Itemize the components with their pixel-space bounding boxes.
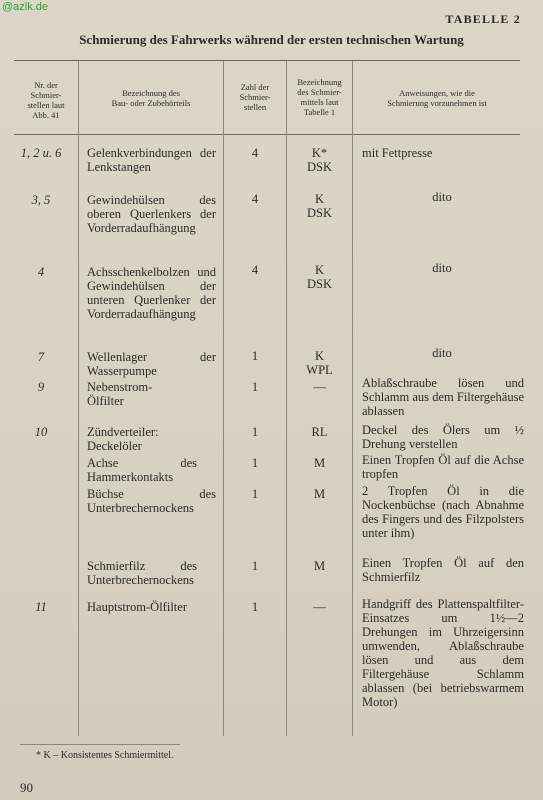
row-5-count: 1	[251, 380, 259, 394]
row-3-count: 4	[251, 263, 259, 277]
row-7-part: Achse des Hammerkontakts	[87, 456, 197, 484]
row-7-lubricant: M	[313, 456, 326, 470]
header-part-name: Bezeichnung des Bau- oder Zubehörteils	[111, 88, 191, 108]
row-7-instructions: Einen Tropfen Öl auf die Achse tropfen	[362, 453, 524, 481]
row-3-point-number: 4	[37, 265, 45, 279]
row-9-part: Schmierfilz des Unterbrechernockens	[87, 559, 197, 587]
table-label: TABELLE 2	[445, 12, 521, 26]
row-4-point-number: 7	[37, 350, 45, 364]
row-5-instructions: Ablaßschraube lösen und Schlamm aus dem Filtergehäuse ablassen	[362, 376, 524, 418]
row-4-count: 1	[251, 349, 259, 363]
row-8-part: Büchse des Unterbrechernockens	[87, 487, 216, 515]
row-3-lubricant: K DSK	[306, 263, 332, 291]
column-divider-2	[223, 61, 224, 736]
watermark: @azlk.de	[2, 1, 49, 13]
row-1-point-number: 1, 2 u. 6	[20, 146, 62, 160]
row-8-instructions: 2 Tropfen Öl in die Nockenbüchse (nach Abnahme des Fingers und des Filzpolsters unter ihm)	[362, 484, 524, 540]
row-4-instructions: dito	[432, 346, 452, 360]
row-4-part: Wellenlager der Wasserpumpe	[87, 350, 216, 378]
row-4-lubricant: K WPL	[306, 349, 333, 377]
row-6-part: Zündverteiler: Deckelöler	[87, 425, 159, 453]
row-1-lubricant: K* DSK	[306, 146, 332, 174]
row-5-lubricant: —	[313, 380, 326, 394]
row-10-lubricant: —	[313, 600, 326, 614]
row-1-part: Gelenkverbindungen der Lenkstangen	[87, 146, 216, 174]
row-6-instructions: Deckel des Ölers um ½ Drehung verstellen	[362, 423, 524, 451]
row-9-count: 1	[251, 559, 259, 573]
row-2-part: Gewindehülsen des oberen Querlenkers der Vorderradaufhängung	[87, 193, 216, 235]
row-9-instructions: Einen Tropfen Öl auf den Schmierfilz	[362, 556, 524, 584]
row-7-count: 1	[251, 456, 259, 470]
row-1-count: 4	[251, 146, 259, 160]
row-2-lubricant: K DSK	[306, 192, 332, 220]
header-lubricant: Bezeichnung des Schmier- mittels laut Tabelle 1	[297, 77, 342, 117]
row-10-point-number: 11	[35, 600, 47, 614]
header-point-count: Zahl der Schmier- stellen	[239, 82, 271, 112]
header-point-number: Nr. der Schmier- stellen laut Abb. 41	[27, 80, 65, 120]
column-divider-4	[352, 61, 353, 736]
row-5-point-number: 9	[37, 380, 45, 394]
footnote: * K – Konsistentes Schmiermittel.	[36, 750, 174, 761]
row-2-point-number: 3, 5	[31, 193, 51, 207]
row-10-instructions: Handgriff des Plattenspaltfilter-Einsatzes um 1½—2 Drehungen im Uhrzeigersinn umwenden, Ablaßschraube lösen und aus dem Filtergehäuse Schlamm ablassen (bei betriebswarmem Motor)	[362, 597, 524, 709]
row-2-count: 4	[251, 192, 259, 206]
table-title: Schmierung des Fahrwerks während der ersten technischen Wartung	[79, 32, 464, 47]
page-number: 90	[20, 780, 33, 795]
row-3-instructions: dito	[432, 261, 452, 275]
row-6-count: 1	[251, 425, 259, 439]
row-10-part: Hauptstrom-Ölfilter	[87, 600, 187, 614]
table-top-rule	[14, 60, 520, 61]
row-2-instructions: dito	[432, 190, 452, 204]
footnote-rule	[20, 744, 180, 745]
row-10-count: 1	[251, 600, 259, 614]
header-bottom-rule	[14, 134, 520, 135]
row-3-part: Achsschenkelbolzen und Gewindehülsen der unteren Querlenker der Vorderradaufhängung	[87, 265, 216, 321]
row-6-lubricant: RL	[311, 425, 328, 439]
row-5-part: Nebenstrom-Ölfilter	[87, 380, 153, 408]
row-1-instructions: mit Fettpresse	[362, 146, 433, 160]
column-divider-1	[78, 61, 79, 736]
row-9-lubricant: M	[313, 559, 326, 573]
header-instructions: Anweisungen, wie die Schmierung vorzunehmen ist	[387, 88, 487, 108]
row-8-count: 1	[251, 487, 259, 501]
row-8-lubricant: M	[313, 487, 326, 501]
row-6-point-number: 10	[34, 425, 48, 439]
